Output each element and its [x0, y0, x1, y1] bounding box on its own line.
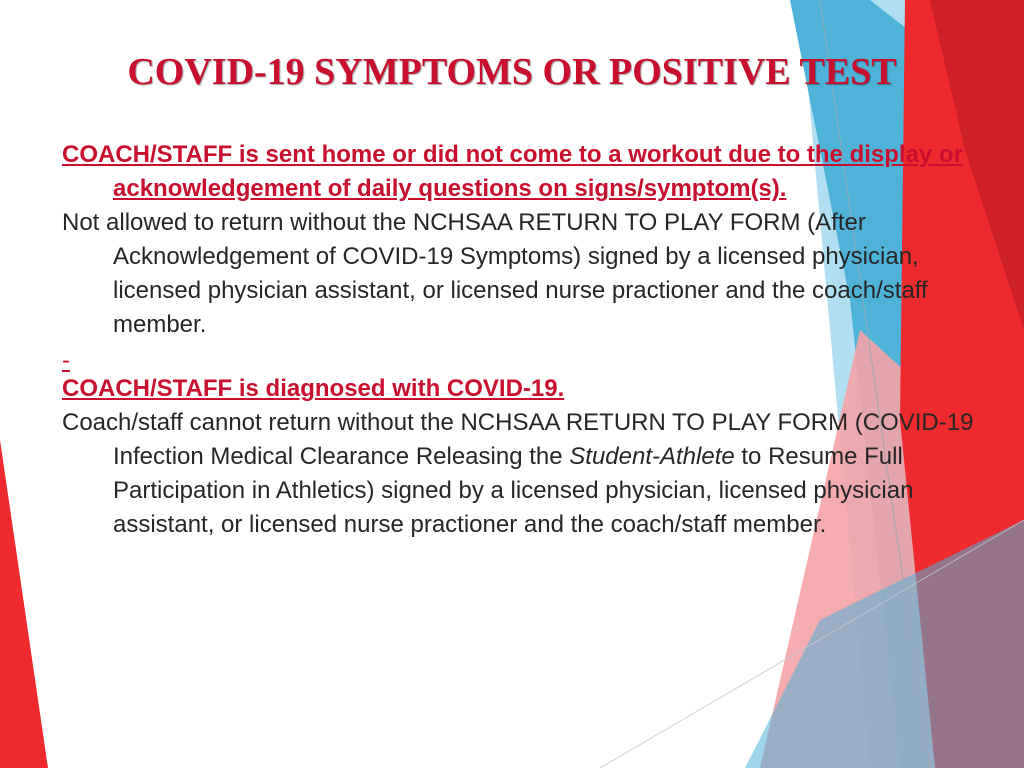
separator-dash: - [62, 347, 70, 374]
section2-body-before: Coach/staff cannot return without the NCHSAA RETURN TO PLAY FORM (COVID-19 Infection Medical Clearance Releasing the [62, 409, 974, 470]
section1-body: Not allowed to return without the NCHSAA RETURN TO PLAY FORM (After Acknowledgement of COVID-19 Symptoms) signed by a licensed physician, licensed physician assistant, or licensed nurse practioner and the coach/staff member. [62, 209, 928, 338]
section2-body-italic: Student-Athlete [569, 443, 735, 470]
left-red-strip [0, 440, 48, 768]
slide-title: COVID-19 SYMPTOMS OR POSITIVE TEST [127, 51, 897, 93]
section2-body [62, 406, 982, 542]
section1-heading: COACH/STAFF is sent home or did not come to a workout due to the display or acknowledgement of daily questions on signs/symptom(s). [62, 141, 963, 202]
section2-heading: COACH/STAFF is diagnosed with COVID-19. [62, 375, 565, 402]
section2-body-after: to Resume Full Participation in Athletics) signed by a licensed physician, licensed physician assistant, or licensed nurse practioner and the coach/staff member. [113, 443, 914, 538]
slide-content [62, 138, 982, 542]
